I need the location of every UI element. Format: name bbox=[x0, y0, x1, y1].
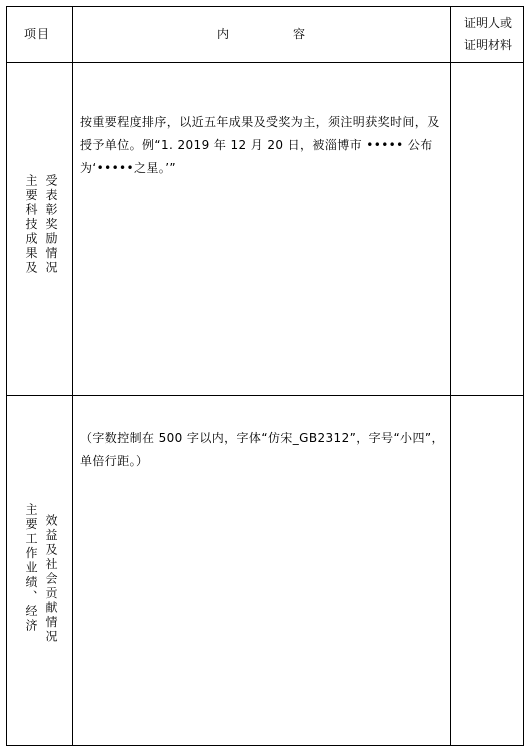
row2-content-text: （字数控制在 500 字以内，字体“仿宋_GB2312”，字号“小四”，单倍行距。） bbox=[80, 431, 444, 468]
table-divider-evidence bbox=[450, 6, 451, 746]
table-border-bottom bbox=[6, 745, 524, 746]
header-item-label: 项目 bbox=[24, 27, 51, 41]
header-content-char-1: 内 bbox=[216, 27, 229, 41]
row1-content-text: 按重要程度排序，以近五年成果及受奖为主，须注明获奖时间，及授予单位。例“1. 2019 年 12 月 20 日，被淄博市 ••••• 公布为‘•••••之星。’” bbox=[80, 115, 440, 175]
row2-label-col2: 主要工作业绩、经济 bbox=[24, 503, 38, 634]
table-row-divider bbox=[6, 395, 524, 396]
table-divider-label bbox=[72, 6, 73, 746]
table-border-right bbox=[523, 6, 524, 746]
header-content-label bbox=[74, 26, 448, 43]
header-content-char-2: 容 bbox=[293, 27, 306, 41]
table-border-left bbox=[6, 6, 7, 746]
row1-label-col2: 主要科技成果及 bbox=[24, 174, 38, 276]
header-evidence-label bbox=[452, 12, 524, 56]
table-border-top bbox=[6, 6, 524, 7]
header-evidence-line-1: 证明人或 bbox=[463, 16, 512, 30]
header-evidence-line-2: 证明材料 bbox=[463, 38, 512, 52]
row1-label-col1: 受表彰奖励情况 bbox=[44, 174, 58, 276]
row2-label-col1: 效益及社会贡献情况 bbox=[44, 514, 58, 645]
table-header-divider bbox=[6, 62, 524, 63]
